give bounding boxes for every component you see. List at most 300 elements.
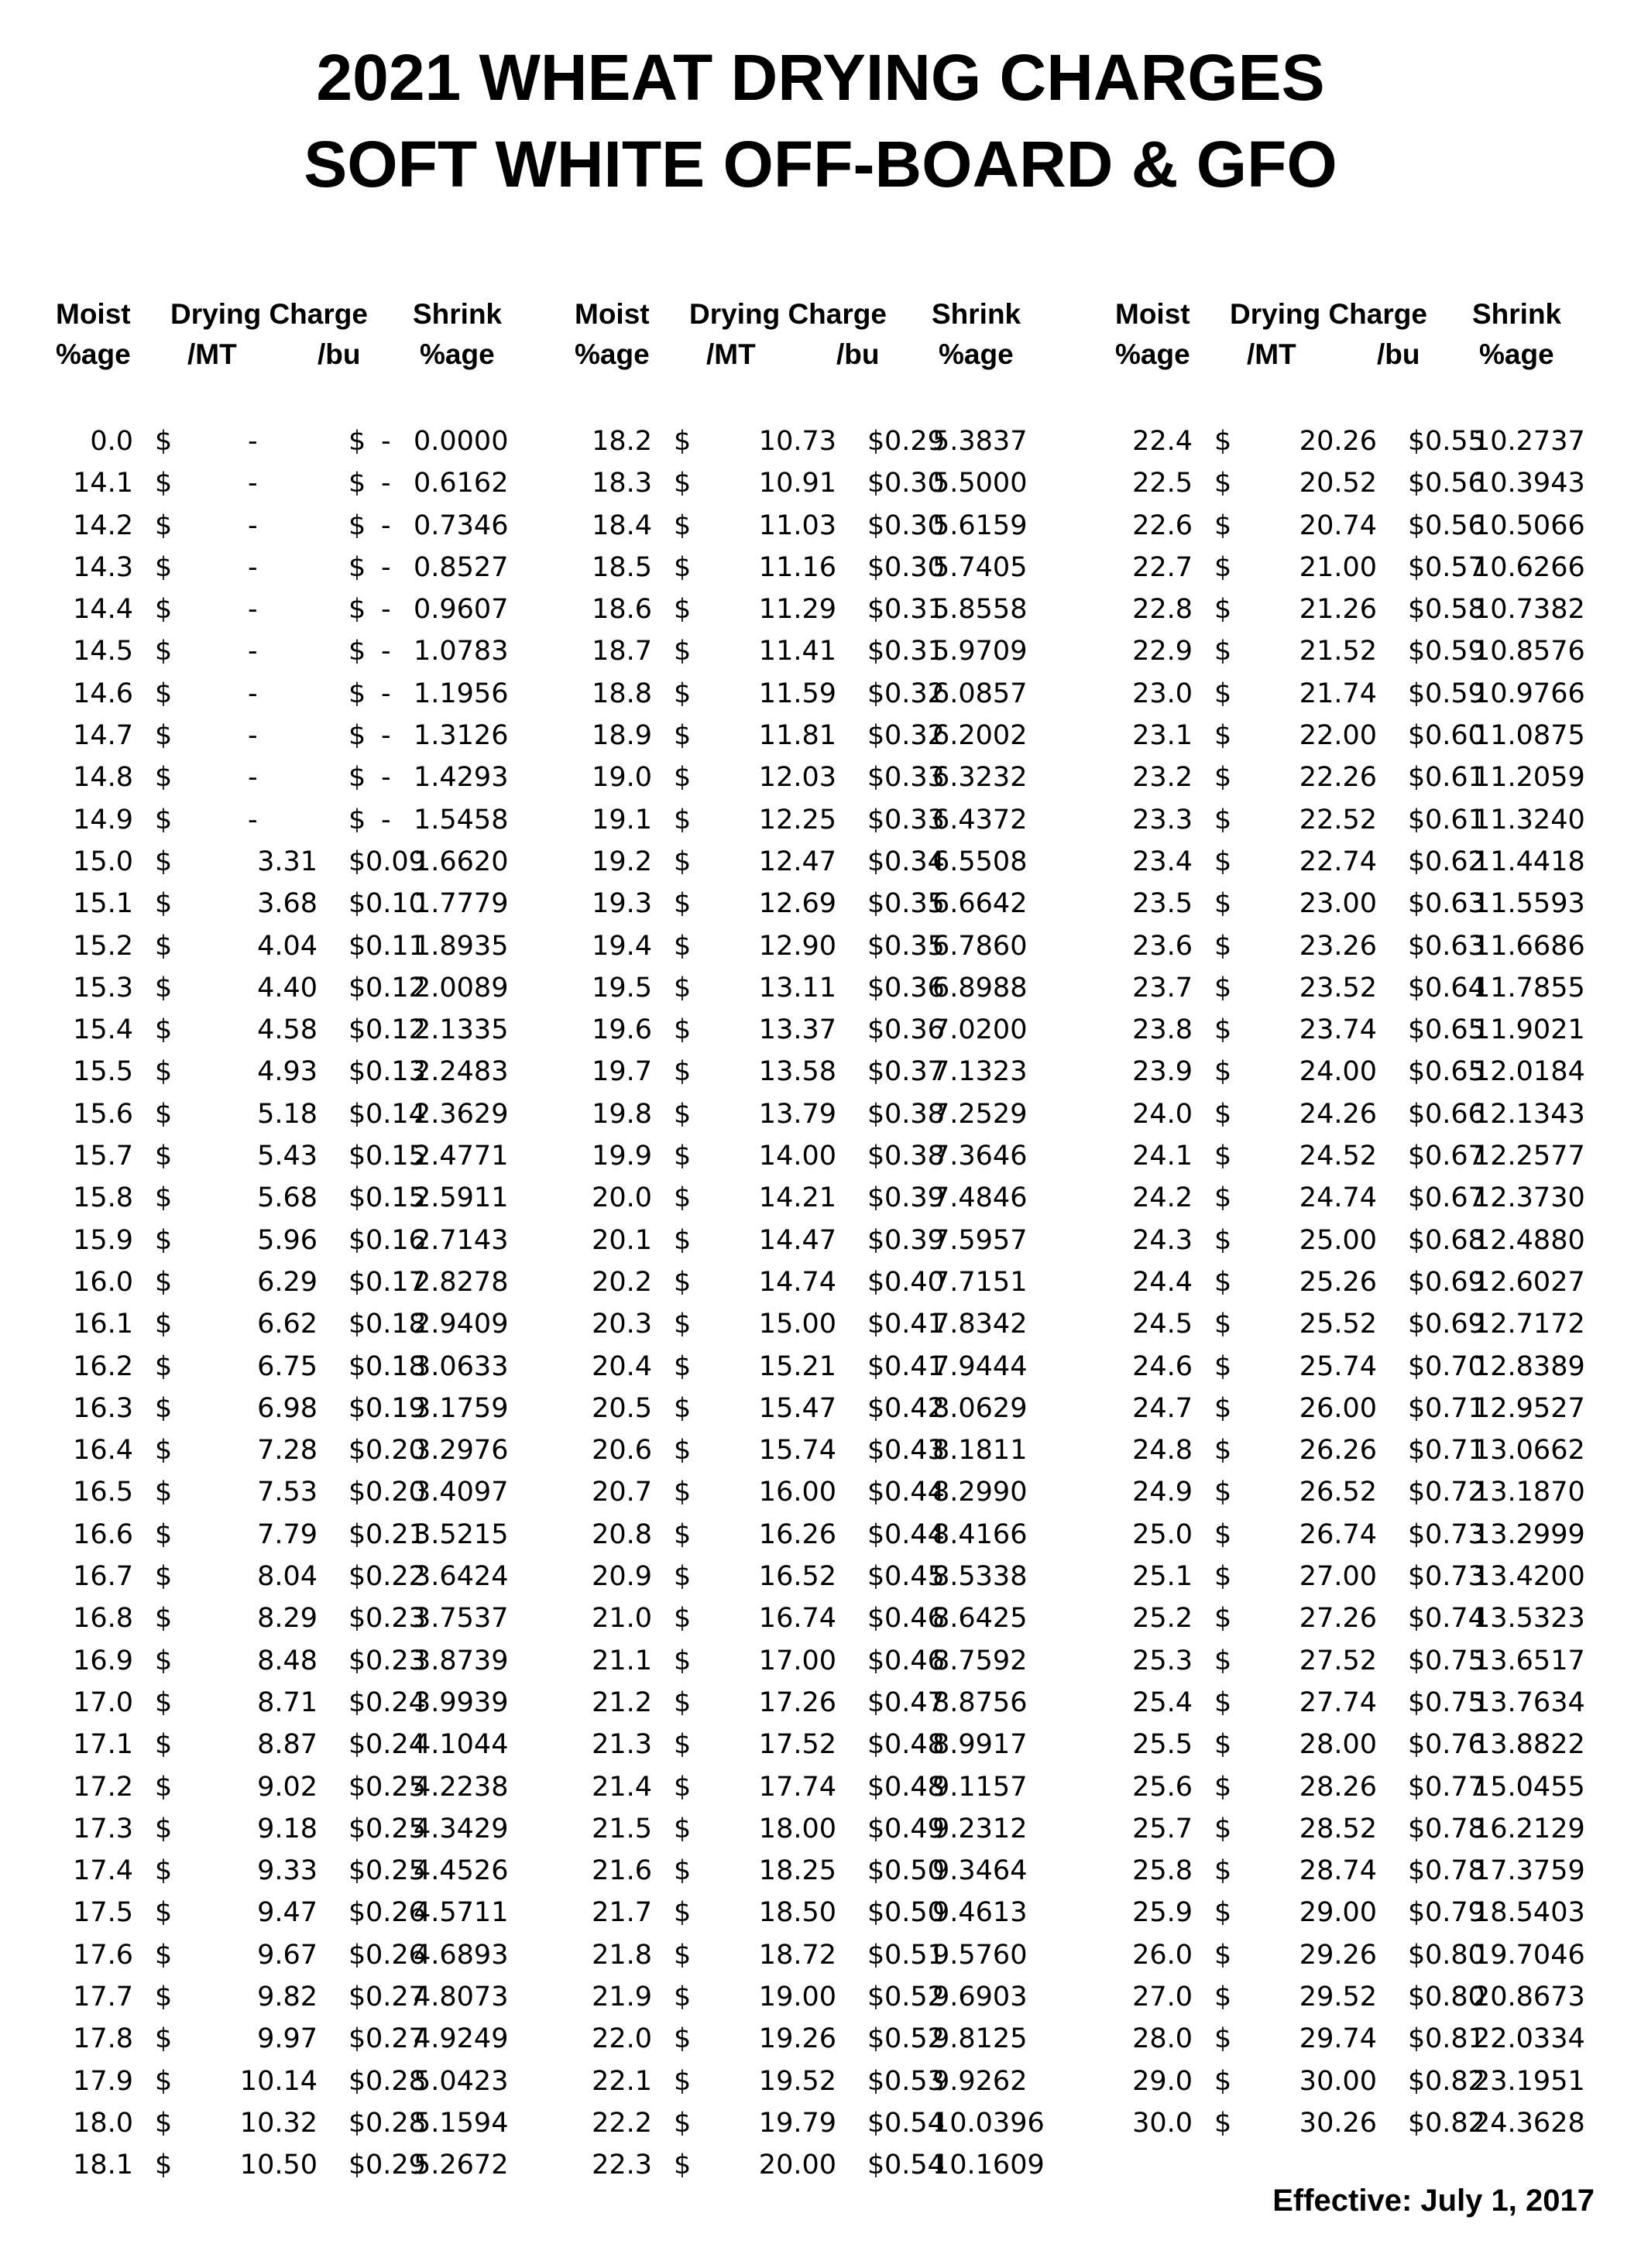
shrink-cell: 4.5711 bbox=[414, 1897, 509, 1929]
shrink-cell: 24.3628 bbox=[1473, 2107, 1585, 2139]
dollar-sign: $ bbox=[1214, 1266, 1232, 1298]
dollar-sign: $ bbox=[1408, 1350, 1426, 1382]
moisture-cell: 22.7 bbox=[1132, 551, 1193, 583]
moisture-cell: 14.3 bbox=[73, 551, 133, 583]
moisture-cell: 24.0 bbox=[1132, 1098, 1193, 1130]
dollar-sign: $ bbox=[1214, 1056, 1232, 1088]
charge-mt-cell: 9.33 bbox=[257, 1855, 318, 1887]
dollar-sign: $ bbox=[348, 2107, 366, 2139]
shrink-cell: 2.9409 bbox=[414, 1309, 509, 1340]
table-row bbox=[1106, 1682, 1586, 1724]
table-row bbox=[46, 1051, 527, 1093]
charge-bu-cell: 0.49 bbox=[884, 1813, 945, 1844]
charge-mt-cell: 21.74 bbox=[1299, 678, 1377, 709]
moisture-cell: 24.5 bbox=[1132, 1309, 1193, 1340]
charge-bu-cell: 0.30 bbox=[884, 510, 945, 541]
dollar-sign: $ bbox=[1214, 1477, 1232, 1508]
shrink-cell: 3.6424 bbox=[414, 1561, 509, 1593]
header-moist-sub: %age bbox=[575, 338, 650, 370]
charge-bu-cell: 0.44 bbox=[884, 1518, 945, 1550]
charge-mt-cell: 6.62 bbox=[257, 1309, 318, 1340]
charge-mt-cell: 19.79 bbox=[758, 2107, 836, 2139]
dollar-sign: $ bbox=[1408, 846, 1426, 877]
moisture-cell: 15.8 bbox=[73, 1182, 133, 1214]
charge-mt-cell: 9.47 bbox=[257, 1897, 318, 1929]
charge-bu-cell: - bbox=[381, 594, 391, 626]
dollar-sign: $ bbox=[867, 1266, 885, 1298]
dollar-sign: $ bbox=[867, 846, 885, 877]
table-row bbox=[1106, 2018, 1586, 2060]
charge-mt-cell: 27.74 bbox=[1299, 1686, 1377, 1718]
table-row bbox=[565, 505, 1045, 547]
dollar-sign: $ bbox=[674, 1855, 692, 1887]
table-row bbox=[565, 841, 1045, 883]
charge-mt-cell: 13.79 bbox=[758, 1098, 836, 1130]
table-row bbox=[46, 1471, 527, 1513]
charge-bu-cell: 0.10 bbox=[366, 888, 426, 920]
table-row bbox=[565, 2018, 1045, 2060]
charge-mt-cell: 6.29 bbox=[257, 1266, 318, 1298]
charge-bu-cell: 0.74 bbox=[1425, 1603, 1485, 1635]
shrink-cell: 3.7537 bbox=[414, 1603, 509, 1635]
dollar-sign: $ bbox=[155, 2065, 173, 2097]
header-moist: Moist bbox=[1115, 298, 1190, 330]
moisture-cell: 23.4 bbox=[1132, 846, 1193, 877]
shrink-cell: 11.4418 bbox=[1473, 846, 1585, 877]
moisture-cell: 23.5 bbox=[1132, 888, 1193, 920]
dollar-sign: $ bbox=[1214, 720, 1232, 752]
charge-mt-cell: - bbox=[248, 762, 258, 794]
charge-mt-cell: 26.74 bbox=[1299, 1518, 1377, 1550]
moisture-cell: 17.5 bbox=[73, 1897, 133, 1929]
dollar-sign: $ bbox=[155, 426, 173, 457]
shrink-cell: 12.2577 bbox=[1473, 1141, 1585, 1172]
table-row bbox=[565, 673, 1045, 715]
dollar-sign: $ bbox=[1408, 468, 1426, 499]
shrink-cell: 0.9607 bbox=[414, 594, 509, 626]
dollar-sign: $ bbox=[1214, 1686, 1232, 1718]
moisture-cell: 21.6 bbox=[592, 1855, 652, 1887]
charge-bu-cell: 0.25 bbox=[366, 1771, 426, 1803]
dollar-sign: $ bbox=[674, 930, 692, 962]
dollar-sign: $ bbox=[1408, 1813, 1426, 1844]
moisture-cell: 18.5 bbox=[592, 551, 652, 583]
table-row bbox=[46, 2018, 527, 2060]
shrink-cell: 6.5508 bbox=[932, 846, 1028, 877]
charge-mt-cell: 28.00 bbox=[1299, 1729, 1377, 1761]
charge-mt-cell: 3.68 bbox=[257, 888, 318, 920]
charge-mt-cell: 12.03 bbox=[758, 762, 836, 794]
shrink-cell: 0.8527 bbox=[414, 551, 509, 583]
table-row bbox=[46, 967, 527, 1009]
shrink-cell: 8.4166 bbox=[932, 1518, 1028, 1550]
shrink-cell: 18.5403 bbox=[1473, 1897, 1585, 1929]
dollar-sign: $ bbox=[1408, 1771, 1426, 1803]
moisture-cell: 15.7 bbox=[73, 1141, 133, 1172]
shrink-cell: 12.4880 bbox=[1473, 1224, 1585, 1256]
shrink-cell: 12.1343 bbox=[1473, 1098, 1585, 1130]
shrink-cell: 3.1759 bbox=[414, 1392, 509, 1424]
charge-mt-cell: 21.52 bbox=[1299, 636, 1377, 667]
dollar-sign: $ bbox=[155, 1603, 173, 1635]
shrink-cell: 8.0629 bbox=[932, 1392, 1028, 1424]
dollar-sign: $ bbox=[867, 1477, 885, 1508]
shrink-cell: 2.7143 bbox=[414, 1224, 509, 1256]
charge-bu-cell: 0.58 bbox=[1425, 594, 1485, 626]
dollar-sign: $ bbox=[674, 1056, 692, 1088]
charge-mt-cell: 10.50 bbox=[239, 2150, 318, 2181]
table-row bbox=[1106, 2102, 1586, 2144]
moisture-cell: 18.0 bbox=[73, 2107, 133, 2139]
dollar-sign: $ bbox=[1214, 1098, 1232, 1130]
charge-mt-cell: 12.69 bbox=[758, 888, 836, 920]
moisture-cell: 16.1 bbox=[73, 1309, 133, 1340]
table-row bbox=[565, 1850, 1045, 1892]
table-row bbox=[1106, 462, 1586, 504]
dollar-sign: $ bbox=[867, 1350, 885, 1382]
charge-bu-cell: 0.27 bbox=[366, 2023, 426, 2055]
charge-bu-cell: 0.19 bbox=[366, 1392, 426, 1424]
shrink-cell: 6.0857 bbox=[932, 678, 1028, 709]
dollar-sign: $ bbox=[1408, 1645, 1426, 1676]
table-row bbox=[46, 420, 527, 462]
dollar-sign: $ bbox=[155, 2107, 173, 2139]
charge-bu-cell: 0.50 bbox=[884, 1897, 945, 1929]
dollar-sign: $ bbox=[1214, 930, 1232, 962]
dollar-sign: $ bbox=[348, 1350, 366, 1382]
table-row bbox=[46, 1556, 527, 1597]
moisture-cell: 24.9 bbox=[1132, 1477, 1193, 1508]
dollar-sign: $ bbox=[867, 1729, 885, 1761]
table-row bbox=[1106, 2060, 1586, 2102]
table-row bbox=[1106, 799, 1586, 841]
dollar-sign: $ bbox=[674, 678, 692, 709]
moisture-cell: 16.7 bbox=[73, 1561, 133, 1593]
charge-bu-cell: 0.20 bbox=[366, 1477, 426, 1508]
moisture-cell: 19.1 bbox=[592, 804, 652, 835]
charge-bu-cell: 0.13 bbox=[366, 1056, 426, 1088]
moisture-cell: 23.6 bbox=[1132, 930, 1193, 962]
shrink-cell: 5.7405 bbox=[932, 551, 1028, 583]
charge-bu-cell: 0.50 bbox=[884, 1855, 945, 1887]
dollar-sign: $ bbox=[1214, 762, 1232, 794]
shrink-cell: 10.1609 bbox=[932, 2150, 1045, 2181]
moisture-cell: 19.7 bbox=[592, 1056, 652, 1088]
charge-bu-cell: 0.27 bbox=[366, 1981, 426, 2012]
charge-mt-cell: 24.00 bbox=[1299, 1056, 1377, 1088]
moisture-cell: 25.2 bbox=[1132, 1603, 1193, 1635]
charge-bu-cell: 0.36 bbox=[884, 1014, 945, 1046]
shrink-cell: 12.7172 bbox=[1473, 1309, 1585, 1340]
charge-mt-cell: 28.52 bbox=[1299, 1813, 1377, 1844]
table-row bbox=[1106, 1892, 1586, 1933]
table-row bbox=[565, 462, 1045, 504]
charge-bu-cell: - bbox=[381, 804, 391, 835]
shrink-cell: 2.2483 bbox=[414, 1056, 509, 1088]
moisture-cell: 16.2 bbox=[73, 1350, 133, 1382]
charge-mt-cell: 5.96 bbox=[257, 1224, 318, 1256]
dollar-sign: $ bbox=[867, 1182, 885, 1214]
shrink-cell: 1.7779 bbox=[414, 888, 509, 920]
dollar-sign: $ bbox=[1408, 636, 1426, 667]
shrink-cell: 13.8822 bbox=[1473, 1729, 1585, 1761]
dollar-sign: $ bbox=[674, 1266, 692, 1298]
charge-mt-cell: 11.16 bbox=[758, 551, 836, 583]
dollar-sign: $ bbox=[867, 1897, 885, 1929]
dollar-sign: $ bbox=[674, 1561, 692, 1593]
shrink-cell: 1.5458 bbox=[414, 804, 509, 835]
charge-mt-cell: 5.43 bbox=[257, 1141, 318, 1172]
charge-bu-cell: 0.68 bbox=[1425, 1224, 1485, 1256]
charge-mt-cell: 17.00 bbox=[758, 1645, 836, 1676]
table-row bbox=[1106, 1766, 1586, 1808]
moisture-cell: 0.0 bbox=[90, 426, 133, 457]
moisture-cell: 25.9 bbox=[1132, 1897, 1193, 1929]
charge-bu-cell: 0.37 bbox=[884, 1056, 945, 1088]
dollar-sign: $ bbox=[1214, 636, 1232, 667]
charge-bu-cell: 0.40 bbox=[884, 1266, 945, 1298]
dollar-sign: $ bbox=[674, 468, 692, 499]
moisture-cell: 17.7 bbox=[73, 1981, 133, 2012]
moisture-cell: 18.6 bbox=[592, 594, 652, 626]
shrink-cell: 7.0200 bbox=[932, 1014, 1028, 1046]
dollar-sign: $ bbox=[1408, 594, 1426, 626]
charge-bu-cell: 0.46 bbox=[884, 1645, 945, 1676]
shrink-cell: 5.3837 bbox=[932, 426, 1028, 457]
charge-bu-cell: 0.80 bbox=[1425, 1981, 1485, 2012]
shrink-cell: 11.7855 bbox=[1473, 972, 1585, 1004]
table-row bbox=[46, 2060, 527, 2102]
dollar-sign: $ bbox=[1214, 1224, 1232, 1256]
charge-mt-cell: 28.26 bbox=[1299, 1771, 1377, 1803]
dollar-sign: $ bbox=[348, 1477, 366, 1508]
shrink-cell: 7.2529 bbox=[932, 1098, 1028, 1130]
moisture-cell: 19.0 bbox=[592, 762, 652, 794]
charge-bu-cell: 0.25 bbox=[366, 1855, 426, 1887]
shrink-cell: 11.2059 bbox=[1473, 762, 1585, 794]
moisture-cell: 15.6 bbox=[73, 1098, 133, 1130]
shrink-cell: 3.8739 bbox=[414, 1645, 509, 1676]
moisture-cell: 18.8 bbox=[592, 678, 652, 709]
dollar-sign: $ bbox=[155, 1939, 173, 1971]
dollar-sign: $ bbox=[867, 510, 885, 541]
shrink-cell: 2.1335 bbox=[414, 1014, 509, 1046]
table-row bbox=[565, 1051, 1045, 1093]
charge-bu-cell: 0.52 bbox=[884, 1981, 945, 2012]
dollar-sign: $ bbox=[674, 1014, 692, 1046]
charge-bu-cell: 0.66 bbox=[1425, 1098, 1485, 1130]
table-row bbox=[1106, 1640, 1586, 1682]
moisture-cell: 16.4 bbox=[73, 1435, 133, 1467]
table-row bbox=[46, 841, 527, 883]
table-row bbox=[565, 715, 1045, 757]
shrink-cell: 4.2238 bbox=[414, 1771, 509, 1803]
table-row bbox=[1106, 1429, 1586, 1471]
dollar-sign: $ bbox=[1214, 2023, 1232, 2055]
table-row bbox=[46, 1597, 527, 1639]
table-row bbox=[46, 1724, 527, 1765]
shrink-cell: 11.5593 bbox=[1473, 888, 1585, 920]
dollar-sign: $ bbox=[1408, 2107, 1426, 2139]
header-drying-charge: Drying Charge bbox=[689, 298, 887, 330]
table-row bbox=[46, 1976, 527, 2018]
moisture-cell: 17.6 bbox=[73, 1939, 133, 1971]
dollar-sign: $ bbox=[155, 594, 173, 626]
charge-bu-cell: 0.38 bbox=[884, 1098, 945, 1130]
table-row bbox=[1106, 588, 1586, 630]
dollar-sign: $ bbox=[348, 1939, 366, 1971]
dollar-sign: $ bbox=[674, 846, 692, 877]
header-moist-sub: %age bbox=[1115, 338, 1190, 370]
table-row bbox=[46, 462, 527, 504]
shrink-cell: 16.2129 bbox=[1473, 1813, 1585, 1844]
table-row bbox=[46, 883, 527, 925]
charge-bu-cell: 0.48 bbox=[884, 1729, 945, 1761]
charge-bu-cell: - bbox=[381, 426, 391, 457]
charge-bu-cell: 0.80 bbox=[1425, 1939, 1485, 1971]
dollar-sign: $ bbox=[1214, 1855, 1232, 1887]
shrink-cell: 20.8673 bbox=[1473, 1981, 1585, 2012]
moisture-cell: 24.2 bbox=[1132, 1182, 1193, 1214]
dollar-sign: $ bbox=[674, 972, 692, 1004]
dollar-sign: $ bbox=[674, 1645, 692, 1676]
table-row bbox=[1106, 715, 1586, 757]
dollar-sign: $ bbox=[867, 972, 885, 1004]
dollar-sign: $ bbox=[348, 594, 366, 626]
shrink-cell: 4.3429 bbox=[414, 1813, 509, 1844]
dollar-sign: $ bbox=[674, 1309, 692, 1340]
charge-bu-cell: 0.81 bbox=[1425, 2023, 1485, 2055]
dollar-sign: $ bbox=[348, 1855, 366, 1887]
table-row bbox=[565, 925, 1045, 967]
charge-bu-cell: 0.34 bbox=[884, 846, 945, 877]
shrink-cell: 8.6425 bbox=[932, 1603, 1028, 1635]
shrink-cell: 0.6162 bbox=[414, 468, 509, 499]
shrink-cell: 9.9262 bbox=[932, 2065, 1028, 2097]
dollar-sign: $ bbox=[155, 1309, 173, 1340]
charge-mt-cell: 27.00 bbox=[1299, 1561, 1377, 1593]
dollar-sign: $ bbox=[1408, 2023, 1426, 2055]
shrink-cell: 4.4526 bbox=[414, 1855, 509, 1887]
charge-bu-cell: - bbox=[381, 720, 391, 752]
dollar-sign: $ bbox=[867, 1771, 885, 1803]
shrink-cell: 4.6893 bbox=[414, 1939, 509, 1971]
charge-bu-cell: 0.46 bbox=[884, 1603, 945, 1635]
charge-bu-cell: 0.78 bbox=[1425, 1813, 1485, 1844]
charge-mt-cell: 22.00 bbox=[1299, 720, 1377, 752]
dollar-sign: $ bbox=[155, 1813, 173, 1844]
dollar-sign: $ bbox=[1408, 1224, 1426, 1256]
dollar-sign: $ bbox=[155, 888, 173, 920]
table-row bbox=[565, 967, 1045, 1009]
charge-bu-cell: 0.65 bbox=[1425, 1056, 1485, 1088]
charge-mt-cell: 8.04 bbox=[257, 1561, 318, 1593]
charge-mt-cell: 22.52 bbox=[1299, 804, 1377, 835]
shrink-cell: 6.3232 bbox=[932, 762, 1028, 794]
charge-mt-cell: 4.93 bbox=[257, 1056, 318, 1088]
header-shrink-sub: %age bbox=[420, 338, 495, 370]
table-row bbox=[565, 883, 1045, 925]
charge-mt-cell: 23.74 bbox=[1299, 1014, 1377, 1046]
charge-mt-cell: - bbox=[248, 636, 258, 667]
dollar-sign: $ bbox=[1408, 804, 1426, 835]
table-row bbox=[1106, 1934, 1586, 1976]
dollar-sign: $ bbox=[674, 804, 692, 835]
dollar-sign: $ bbox=[1214, 468, 1232, 499]
dollar-sign: $ bbox=[1214, 1350, 1232, 1382]
moisture-cell: 15.2 bbox=[73, 930, 133, 962]
shrink-cell: 9.3464 bbox=[932, 1855, 1028, 1887]
charge-mt-cell: 12.25 bbox=[758, 804, 836, 835]
shrink-cell: 10.8576 bbox=[1473, 636, 1585, 667]
dollar-sign: $ bbox=[1214, 2065, 1232, 2097]
table-row bbox=[1106, 505, 1586, 547]
moisture-cell: 18.7 bbox=[592, 636, 652, 667]
charge-bu-cell: 0.65 bbox=[1425, 1014, 1485, 1046]
dollar-sign: $ bbox=[867, 1392, 885, 1424]
dollar-sign: $ bbox=[674, 551, 692, 583]
moisture-cell: 23.9 bbox=[1132, 1056, 1193, 1088]
charge-bu-cell: 0.29 bbox=[884, 426, 945, 457]
charge-mt-cell: 17.52 bbox=[758, 1729, 836, 1761]
dollar-sign: $ bbox=[1408, 1477, 1426, 1508]
dollar-sign: $ bbox=[348, 1603, 366, 1635]
dollar-sign: $ bbox=[155, 678, 173, 709]
charge-mt-cell: 20.74 bbox=[1299, 510, 1377, 541]
shrink-cell: 9.4613 bbox=[932, 1897, 1028, 1929]
shrink-cell: 23.1951 bbox=[1473, 2065, 1585, 2097]
charge-mt-cell: 5.68 bbox=[257, 1182, 318, 1214]
dollar-sign: $ bbox=[674, 426, 692, 457]
charge-bu-cell: 0.44 bbox=[884, 1477, 945, 1508]
charge-bu-cell: 0.12 bbox=[366, 972, 426, 1004]
dollar-sign: $ bbox=[867, 1813, 885, 1844]
dollar-sign: $ bbox=[155, 2150, 173, 2181]
shrink-cell: 11.9021 bbox=[1473, 1014, 1585, 1046]
moisture-cell: 15.0 bbox=[73, 846, 133, 877]
dollar-sign: $ bbox=[674, 1729, 692, 1761]
charge-bu-cell: 0.25 bbox=[366, 1813, 426, 1844]
header-moist-sub: %age bbox=[56, 338, 131, 370]
moisture-cell: 16.3 bbox=[73, 1392, 133, 1424]
shrink-cell: 5.9709 bbox=[932, 636, 1028, 667]
charge-mt-cell: 18.25 bbox=[758, 1855, 836, 1887]
table-row bbox=[46, 1346, 527, 1388]
dollar-sign: $ bbox=[155, 1771, 173, 1803]
shrink-cell: 3.0633 bbox=[414, 1350, 509, 1382]
charge-bu-cell: 0.71 bbox=[1425, 1392, 1485, 1424]
dollar-sign: $ bbox=[674, 1392, 692, 1424]
charge-mt-cell: 16.52 bbox=[758, 1561, 836, 1593]
dollar-sign: $ bbox=[1408, 888, 1426, 920]
dollar-sign: $ bbox=[1408, 678, 1426, 709]
table-row bbox=[565, 547, 1045, 588]
dollar-sign: $ bbox=[1214, 1435, 1232, 1467]
moisture-cell: 24.7 bbox=[1132, 1392, 1193, 1424]
table-row bbox=[46, 588, 527, 630]
moisture-cell: 14.5 bbox=[73, 636, 133, 667]
dollar-sign: $ bbox=[155, 1014, 173, 1046]
table-row bbox=[565, 1429, 1045, 1471]
charge-mt-cell: 16.74 bbox=[758, 1603, 836, 1635]
table-row bbox=[565, 1346, 1045, 1388]
dollar-sign: $ bbox=[1408, 1603, 1426, 1635]
shrink-cell: 2.0089 bbox=[414, 972, 509, 1004]
dollar-sign: $ bbox=[1408, 1392, 1426, 1424]
dollar-sign: $ bbox=[1214, 1645, 1232, 1676]
table-row bbox=[46, 1009, 527, 1051]
dollar-sign: $ bbox=[867, 636, 885, 667]
